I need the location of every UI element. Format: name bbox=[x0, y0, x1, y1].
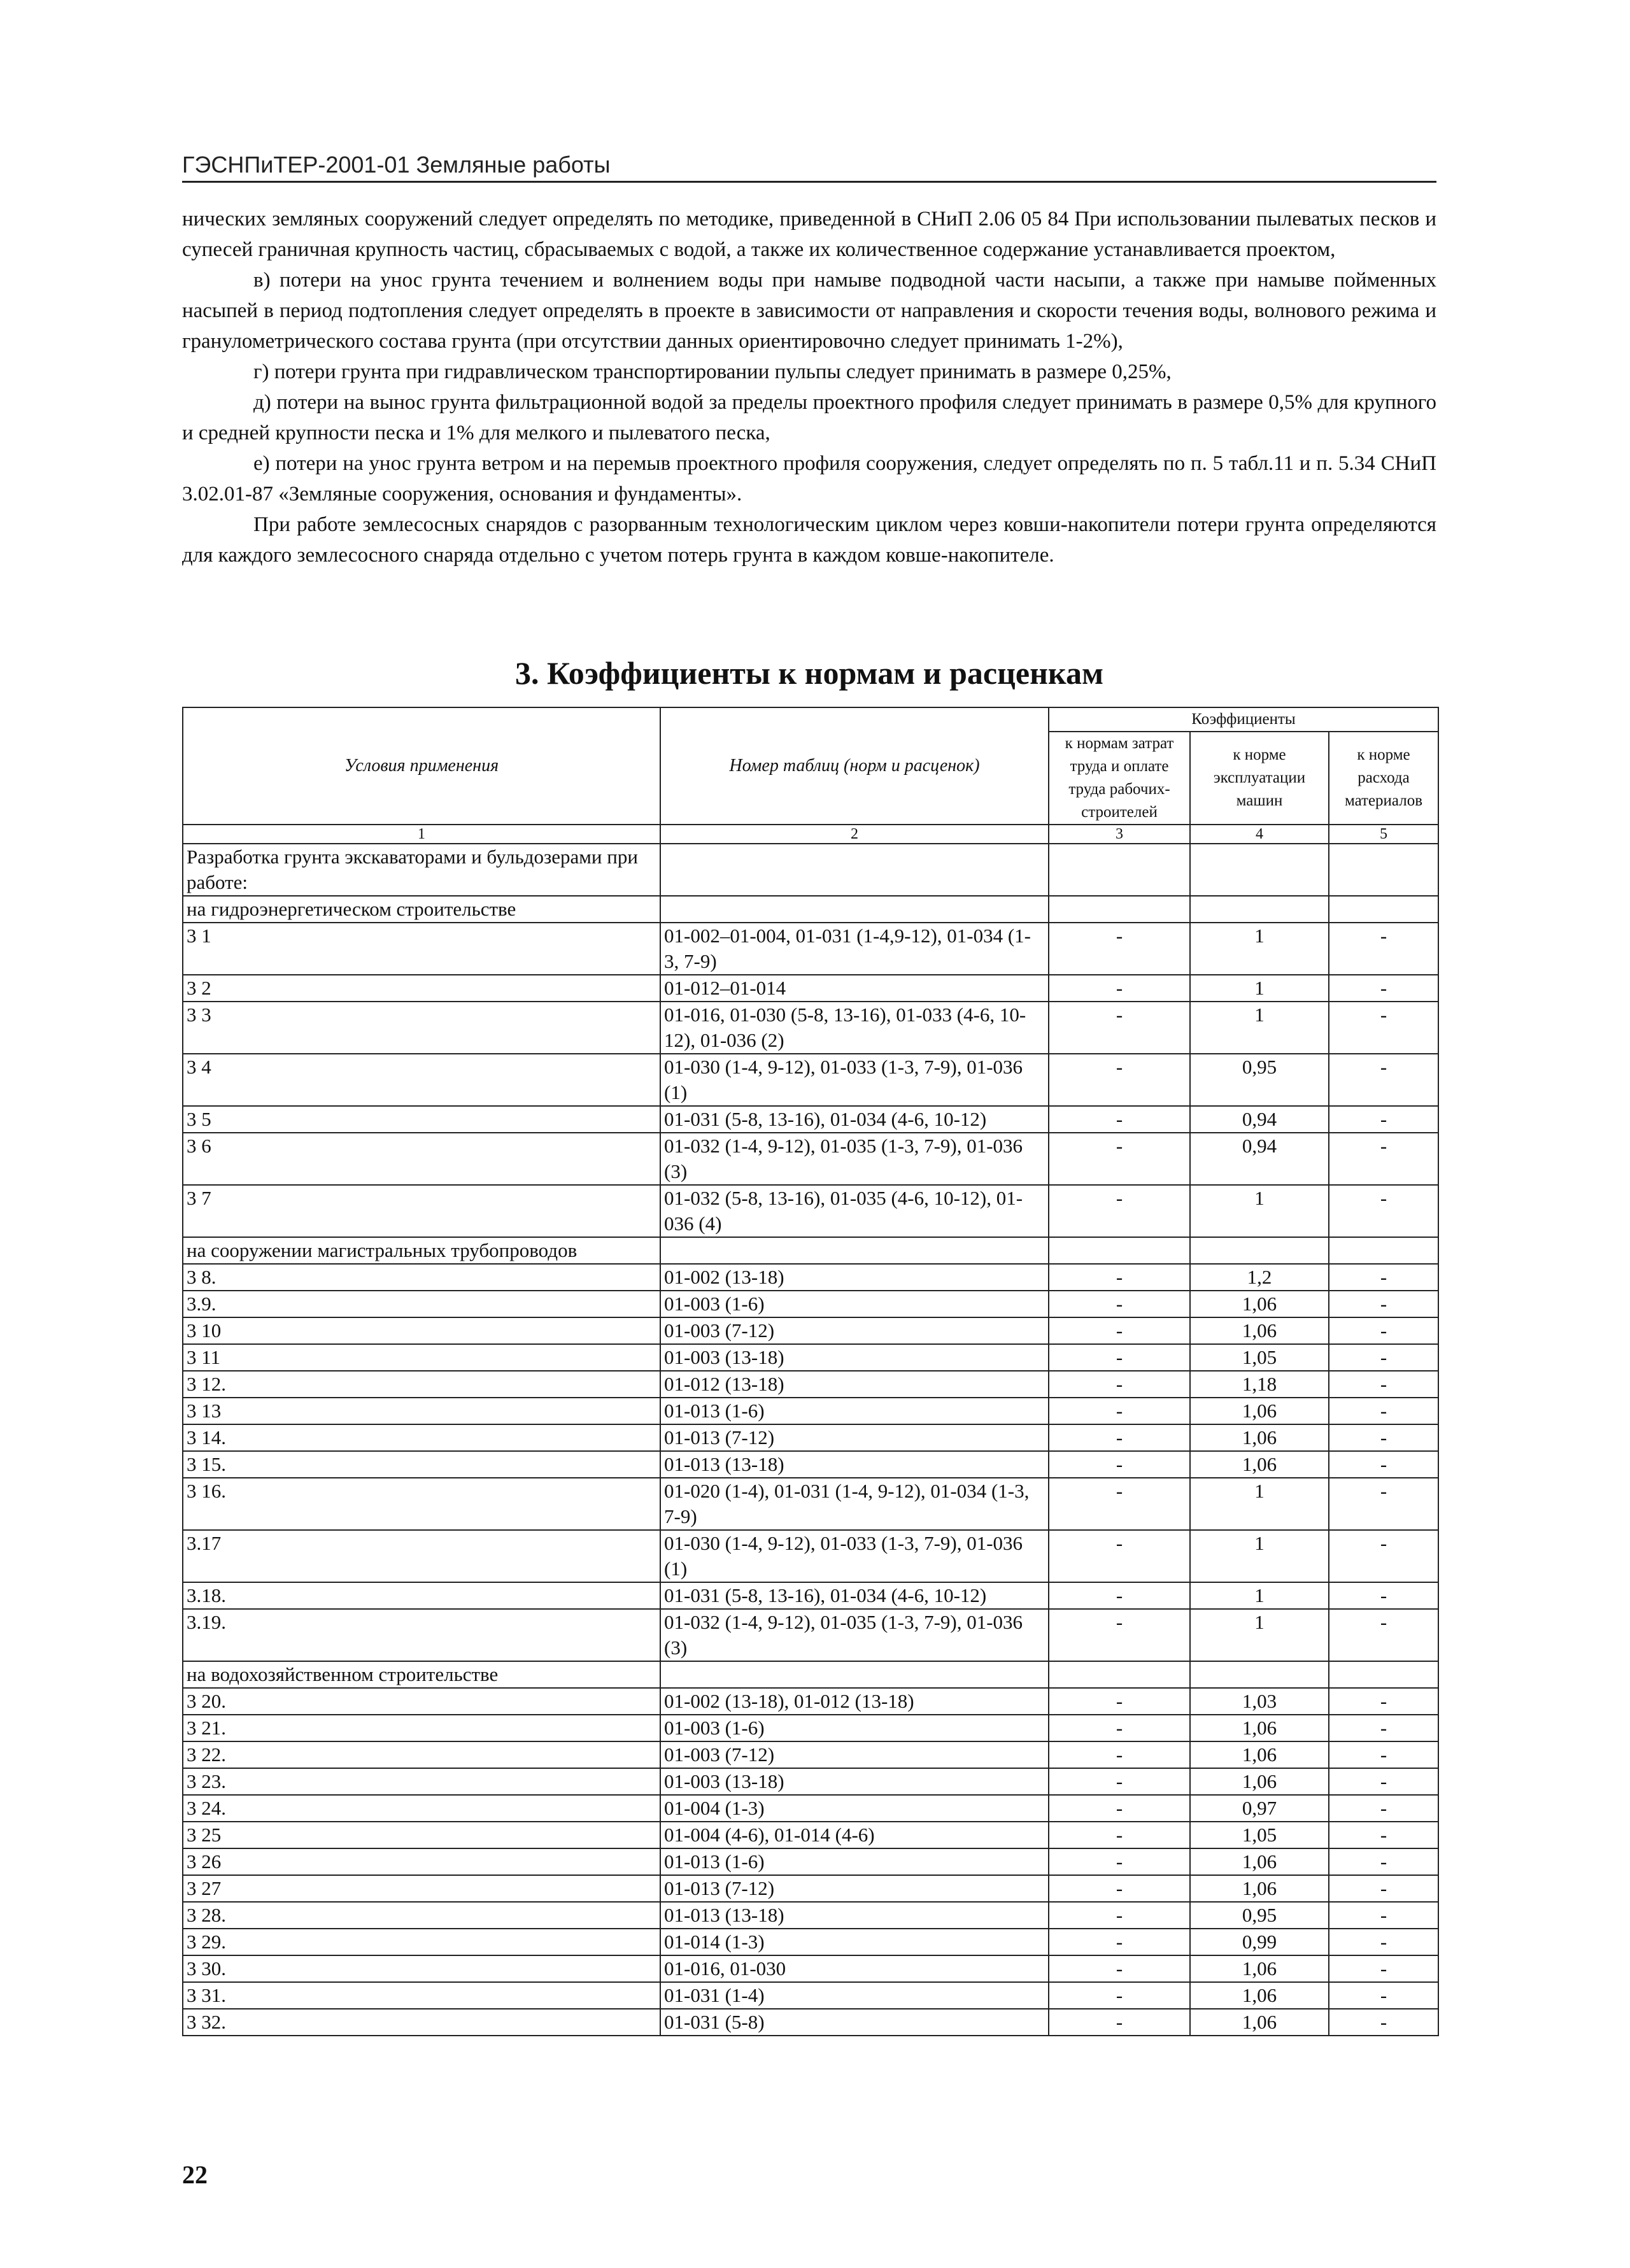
column-number: 3 bbox=[1049, 825, 1190, 844]
condition-cell: 3 13 bbox=[183, 1398, 660, 1424]
empty-cell bbox=[660, 896, 1049, 923]
table-numbers-cell: 01-003 (13-18) bbox=[660, 1768, 1049, 1795]
labor-coef-cell: - bbox=[1049, 1768, 1190, 1795]
table-row bbox=[183, 1715, 1438, 1741]
labor-coef-cell: - bbox=[1049, 2009, 1190, 2036]
empty-cell bbox=[1049, 1237, 1190, 1264]
empty-cell bbox=[1329, 896, 1438, 923]
table-row bbox=[183, 1054, 1438, 1106]
machines-coef-cell: 1 bbox=[1190, 1609, 1329, 1661]
machines-coef-cell: 1,06 bbox=[1190, 1848, 1329, 1875]
table-numbers-cell: 01-003 (1-6) bbox=[660, 1715, 1049, 1741]
table-numbers-cell: 01-032 (1-4, 9-12), 01-035 (1-3, 7-9), 01-036 (3) bbox=[660, 1133, 1049, 1185]
table-row bbox=[183, 1530, 1438, 1582]
condition-cell: 3 30. bbox=[183, 1955, 660, 1982]
condition-cell: 3 7 bbox=[183, 1185, 660, 1237]
table-row bbox=[183, 1955, 1438, 1982]
table-numbers-cell: 01-013 (13-18) bbox=[660, 1902, 1049, 1929]
machines-coef-cell: 1 bbox=[1190, 1478, 1329, 1530]
materials-coef-cell: - bbox=[1329, 1875, 1438, 1902]
table-row bbox=[183, 923, 1438, 975]
machines-coef-cell: 0,95 bbox=[1190, 1054, 1329, 1106]
table-row bbox=[183, 1929, 1438, 1955]
header-labor: к нормам затрат труда и оплате труда рабочих-строителей bbox=[1049, 732, 1190, 825]
machines-coef-cell: 1 bbox=[1190, 1582, 1329, 1609]
paragraph: в) потери на унос грунта течением и волнением воды при намыве подводной части насыпи, а также при намыве пойменных насыпей в период подтопления следует определять в проекте в зависимости от направления и скорости течения воды, волнового режима и гранулометрического состава грунта (при отсутствии данных ориентировочно следует принимать 1-2%), bbox=[182, 269, 1436, 353]
section-title-cell: на водохозяйственном строительстве bbox=[183, 1661, 660, 1688]
table-numbers-cell: 01-003 (7-12) bbox=[660, 1317, 1049, 1344]
machines-coef-cell: 1,05 bbox=[1190, 1344, 1329, 1371]
labor-coef-cell: - bbox=[1049, 1715, 1190, 1741]
table-row bbox=[183, 975, 1438, 1002]
empty-cell bbox=[1049, 1661, 1190, 1688]
empty-cell bbox=[1049, 896, 1190, 923]
labor-coef-cell: - bbox=[1049, 1133, 1190, 1185]
condition-cell: 3 31. bbox=[183, 1982, 660, 2009]
table-numbers-cell: 01-016, 01-030 (5-8, 13-16), 01-033 (4-6, 10-12), 01-036 (2) bbox=[660, 1002, 1049, 1054]
labor-coef-cell: - bbox=[1049, 1822, 1190, 1848]
table-intro-row bbox=[183, 844, 1438, 896]
condition-cell: 3 10 bbox=[183, 1317, 660, 1344]
materials-coef-cell: - bbox=[1329, 1609, 1438, 1661]
column-number: 2 bbox=[660, 825, 1049, 844]
labor-coef-cell: - bbox=[1049, 1185, 1190, 1237]
materials-coef-cell: - bbox=[1329, 1451, 1438, 1478]
labor-coef-cell: - bbox=[1049, 1398, 1190, 1424]
section-title-cell: на сооружении магистральных трубопроводов bbox=[183, 1237, 660, 1264]
machines-coef-cell: 0,94 bbox=[1190, 1133, 1329, 1185]
materials-coef-cell: - bbox=[1329, 1264, 1438, 1291]
machines-coef-cell: 1 bbox=[1190, 1002, 1329, 1054]
materials-coef-cell: - bbox=[1329, 1768, 1438, 1795]
paragraph: При работе землесосных снарядов с разорванным технологическим циклом через ковши-накопители потери грунта определяются для каждого землесосного снаряда отдельно с учетом потерь грунта в каждом ковше-накопителе. bbox=[182, 513, 1436, 567]
table-numbers-cell: 01-016, 01-030 bbox=[660, 1955, 1049, 1982]
materials-coef-cell: - bbox=[1329, 1002, 1438, 1054]
materials-coef-cell: - bbox=[1329, 1741, 1438, 1768]
section-title: 3. Коэффициенты к нормам и расценкам bbox=[514, 655, 1104, 691]
section-title-cell: на гидроэнергетическом строительстве bbox=[183, 896, 660, 923]
machines-coef-cell: 1,06 bbox=[1190, 2009, 1329, 2036]
table-row bbox=[183, 1002, 1438, 1054]
table-row bbox=[183, 1982, 1438, 2009]
labor-coef-cell: - bbox=[1049, 1002, 1190, 1054]
empty-cell bbox=[1049, 844, 1190, 896]
materials-coef-cell: - bbox=[1329, 1478, 1438, 1530]
table-numbers-cell: 01-013 (1-6) bbox=[660, 1848, 1049, 1875]
condition-cell: 3.18. bbox=[183, 1582, 660, 1609]
table-numbers-cell: 01-020 (1-4), 01-031 (1-4, 9-12), 01-034 (1-3, 7-9) bbox=[660, 1478, 1049, 1530]
condition-cell: 3 25 bbox=[183, 1822, 660, 1848]
machines-coef-cell: 1,03 bbox=[1190, 1688, 1329, 1715]
materials-coef-cell: - bbox=[1329, 1955, 1438, 1982]
table-body bbox=[183, 844, 1438, 2036]
header-table-numbers: Номер таблиц (норм и расценок) bbox=[660, 707, 1049, 825]
materials-coef-cell: - bbox=[1329, 1530, 1438, 1582]
materials-coef-cell: - bbox=[1329, 1344, 1438, 1371]
machines-coef-cell: 1,2 bbox=[1190, 1264, 1329, 1291]
table-numbers-cell: 01-032 (1-4, 9-12), 01-035 (1-3, 7-9), 01-036 (3) bbox=[660, 1609, 1049, 1661]
table-numbers-cell: 01-002 (13-18), 01-012 (13-18) bbox=[660, 1688, 1049, 1715]
machines-coef-cell: 1,06 bbox=[1190, 1291, 1329, 1317]
machines-coef-cell: 1,06 bbox=[1190, 1451, 1329, 1478]
table-row bbox=[183, 2009, 1438, 2036]
paragraph: нических земляных сооружений следует определять по методике, приведенной в СНиП 2.06 05 84 При использовании пылеватых песков и супесей граничная крупность частиц, сбрасываемых с водой, а также их количественное содержание устанавливается проектом, bbox=[182, 208, 1436, 261]
machines-coef-cell: 1,06 bbox=[1190, 1768, 1329, 1795]
condition-cell: 3 24. bbox=[183, 1795, 660, 1822]
labor-coef-cell: - bbox=[1049, 1054, 1190, 1106]
table-row bbox=[183, 1264, 1438, 1291]
labor-coef-cell: - bbox=[1049, 1582, 1190, 1609]
paragraph: е) потери на унос грунта ветром и на перемыв проектного профиля сооружения, следует определять по п. 5 табл.11 и п. 5.34 СНиП 3.02.01-87 «Земляные сооружения, основания и фундаменты». bbox=[182, 452, 1436, 506]
condition-cell: 3.9. bbox=[183, 1291, 660, 1317]
labor-coef-cell: - bbox=[1049, 1451, 1190, 1478]
condition-cell: 3 27 bbox=[183, 1875, 660, 1902]
condition-cell: 3 5 bbox=[183, 1106, 660, 1133]
table-numbers-cell: 01-002–01-004, 01-031 (1-4,9-12), 01-034 (1-3, 7-9) bbox=[660, 923, 1049, 975]
header-machines: к норме эксплуатации машин bbox=[1190, 732, 1329, 825]
empty-cell bbox=[1190, 1661, 1329, 1688]
condition-cell: 3 6 bbox=[183, 1133, 660, 1185]
table-section-row bbox=[183, 896, 1438, 923]
materials-coef-cell: - bbox=[1329, 1106, 1438, 1133]
intro-cell: Разработка грунта экскаваторами и бульдозерами при работе: bbox=[183, 844, 660, 896]
table-numbers-cell: 01-031 (1-4) bbox=[660, 1982, 1049, 2009]
machines-coef-cell: 1 bbox=[1190, 1530, 1329, 1582]
condition-cell: 3 4 bbox=[183, 1054, 660, 1106]
table-numbers-cell: 01-002 (13-18) bbox=[660, 1264, 1049, 1291]
labor-coef-cell: - bbox=[1049, 1848, 1190, 1875]
table-row bbox=[183, 1185, 1438, 1237]
materials-coef-cell: - bbox=[1329, 1398, 1438, 1424]
coefficients-table bbox=[182, 707, 1439, 2036]
condition-cell: 3 22. bbox=[183, 1741, 660, 1768]
machines-coef-cell: 1,06 bbox=[1190, 1955, 1329, 1982]
table-row bbox=[183, 1398, 1438, 1424]
labor-coef-cell: - bbox=[1049, 1106, 1190, 1133]
machines-coef-cell: 1,06 bbox=[1190, 1982, 1329, 2009]
table-row bbox=[183, 1424, 1438, 1451]
table-row bbox=[183, 1822, 1438, 1848]
table-numbers-cell: 01-013 (7-12) bbox=[660, 1424, 1049, 1451]
empty-cell bbox=[1190, 844, 1329, 896]
header-coefficients: Коэффициенты bbox=[1049, 707, 1438, 732]
machines-coef-cell: 0,95 bbox=[1190, 1902, 1329, 1929]
table-numbers-cell: 01-003 (1-6) bbox=[660, 1291, 1049, 1317]
table-row bbox=[183, 1609, 1438, 1661]
column-number: 4 bbox=[1190, 825, 1329, 844]
table-row bbox=[183, 1582, 1438, 1609]
labor-coef-cell: - bbox=[1049, 923, 1190, 975]
table-row bbox=[183, 1875, 1438, 1902]
machines-coef-cell: 1 bbox=[1190, 1185, 1329, 1237]
header-conditions: Условия применения bbox=[183, 707, 660, 825]
labor-coef-cell: - bbox=[1049, 1982, 1190, 2009]
labor-coef-cell: - bbox=[1049, 1875, 1190, 1902]
table-row bbox=[183, 1291, 1438, 1317]
materials-coef-cell: - bbox=[1329, 2009, 1438, 2036]
table-row bbox=[183, 1768, 1438, 1795]
machines-coef-cell: 0,94 bbox=[1190, 1106, 1329, 1133]
table-row bbox=[183, 1688, 1438, 1715]
table-numbers-cell: 01-013 (1-6) bbox=[660, 1398, 1049, 1424]
materials-coef-cell: - bbox=[1329, 1902, 1438, 1929]
condition-cell: 3 23. bbox=[183, 1768, 660, 1795]
materials-coef-cell: - bbox=[1329, 1424, 1438, 1451]
empty-cell bbox=[660, 844, 1049, 896]
labor-coef-cell: - bbox=[1049, 1478, 1190, 1530]
labor-coef-cell: - bbox=[1049, 1530, 1190, 1582]
empty-cell bbox=[660, 1661, 1049, 1688]
machines-coef-cell: 0,97 bbox=[1190, 1795, 1329, 1822]
materials-coef-cell: - bbox=[1329, 1715, 1438, 1741]
empty-cell bbox=[1190, 896, 1329, 923]
materials-coef-cell: - bbox=[1329, 923, 1438, 975]
materials-coef-cell: - bbox=[1329, 1317, 1438, 1344]
materials-coef-cell: - bbox=[1329, 1371, 1438, 1398]
condition-cell: 3 29. bbox=[183, 1929, 660, 1955]
labor-coef-cell: - bbox=[1049, 1609, 1190, 1661]
table-row bbox=[183, 1848, 1438, 1875]
table-header-row bbox=[183, 707, 1438, 732]
machines-coef-cell: 0,99 bbox=[1190, 1929, 1329, 1955]
table-row bbox=[183, 1478, 1438, 1530]
labor-coef-cell: - bbox=[1049, 1795, 1190, 1822]
empty-cell bbox=[1329, 844, 1438, 896]
machines-coef-cell: 1,18 bbox=[1190, 1371, 1329, 1398]
table-numbers-cell: 01-012 (13-18) bbox=[660, 1371, 1049, 1398]
machines-coef-cell: 1,06 bbox=[1190, 1424, 1329, 1451]
materials-coef-cell: - bbox=[1329, 1982, 1438, 2009]
labor-coef-cell: - bbox=[1049, 1741, 1190, 1768]
paragraph: г) потери грунта при гидравлическом транспортировании пульпы следует принимать в размере 0,25%, bbox=[253, 360, 1172, 383]
machines-coef-cell: 1,06 bbox=[1190, 1875, 1329, 1902]
labor-coef-cell: - bbox=[1049, 1291, 1190, 1317]
condition-cell: 3 8. bbox=[183, 1264, 660, 1291]
machines-coef-cell: 1,06 bbox=[1190, 1741, 1329, 1768]
labor-coef-cell: - bbox=[1049, 1371, 1190, 1398]
table-numbers-cell: 01-030 (1-4, 9-12), 01-033 (1-3, 7-9), 01-036 (1) bbox=[660, 1530, 1049, 1582]
table-numbers-cell: 01-004 (4-6), 01-014 (4-6) bbox=[660, 1822, 1049, 1848]
table-row bbox=[183, 1371, 1438, 1398]
condition-cell: 3 1 bbox=[183, 923, 660, 975]
table-section-row bbox=[183, 1661, 1438, 1688]
table-numbers-cell: 01-004 (1-3) bbox=[660, 1795, 1049, 1822]
table-row bbox=[183, 1133, 1438, 1185]
labor-coef-cell: - bbox=[1049, 975, 1190, 1002]
condition-cell: 3 32. bbox=[183, 2009, 660, 2036]
table-row bbox=[183, 1317, 1438, 1344]
table-row bbox=[183, 1741, 1438, 1768]
column-number-row bbox=[183, 825, 1438, 844]
header-materials: к норме расхода материалов bbox=[1329, 732, 1438, 825]
empty-cell bbox=[1190, 1237, 1329, 1264]
table-numbers-cell: 01-032 (5-8, 13-16), 01-035 (4-6, 10-12), 01-036 (4) bbox=[660, 1185, 1049, 1237]
condition-cell: 3 3 bbox=[183, 1002, 660, 1054]
labor-coef-cell: - bbox=[1049, 1688, 1190, 1715]
table-numbers-cell: 01-003 (13-18) bbox=[660, 1344, 1049, 1371]
labor-coef-cell: - bbox=[1049, 1264, 1190, 1291]
table-numbers-cell: 01-031 (5-8, 13-16), 01-034 (4-6, 10-12) bbox=[660, 1582, 1049, 1609]
materials-coef-cell: - bbox=[1329, 1291, 1438, 1317]
page-number: 22 bbox=[182, 2160, 208, 2189]
machines-coef-cell: 1,06 bbox=[1190, 1398, 1329, 1424]
materials-coef-cell: - bbox=[1329, 1822, 1438, 1848]
condition-cell: 3 20. bbox=[183, 1688, 660, 1715]
materials-coef-cell: - bbox=[1329, 1185, 1438, 1237]
condition-cell: 3 2 bbox=[183, 975, 660, 1002]
machines-coef-cell: 1 bbox=[1190, 975, 1329, 1002]
condition-cell: 3 11 bbox=[183, 1344, 660, 1371]
condition-cell: 3 26 bbox=[183, 1848, 660, 1875]
empty-cell bbox=[1329, 1237, 1438, 1264]
column-number: 1 bbox=[183, 825, 660, 844]
table-numbers-cell: 01-003 (7-12) bbox=[660, 1741, 1049, 1768]
materials-coef-cell: - bbox=[1329, 1929, 1438, 1955]
paragraph: д) потери на вынос грунта фильтрационной водой за пределы проектного профиля следует принимать в размере 0,5% для крупного и средней крупности песка и 1% для мелкого и пылеватого песка, bbox=[182, 391, 1436, 444]
table-row bbox=[183, 1795, 1438, 1822]
table-numbers-cell: 01-013 (13-18) bbox=[660, 1451, 1049, 1478]
materials-coef-cell: - bbox=[1329, 975, 1438, 1002]
labor-coef-cell: - bbox=[1049, 1424, 1190, 1451]
materials-coef-cell: - bbox=[1329, 1133, 1438, 1185]
condition-cell: 3 16. bbox=[183, 1478, 660, 1530]
empty-cell bbox=[1329, 1661, 1438, 1688]
machines-coef-cell: 1,06 bbox=[1190, 1317, 1329, 1344]
materials-coef-cell: - bbox=[1329, 1054, 1438, 1106]
condition-cell: 3 12. bbox=[183, 1371, 660, 1398]
condition-cell: 3.19. bbox=[183, 1609, 660, 1661]
table-row bbox=[183, 1344, 1438, 1371]
condition-cell: 3 14. bbox=[183, 1424, 660, 1451]
labor-coef-cell: - bbox=[1049, 1929, 1190, 1955]
condition-cell: 3 28. bbox=[183, 1902, 660, 1929]
machines-coef-cell: 1,06 bbox=[1190, 1715, 1329, 1741]
table-row bbox=[183, 1451, 1438, 1478]
labor-coef-cell: - bbox=[1049, 1317, 1190, 1344]
condition-cell: 3.17 bbox=[183, 1530, 660, 1582]
table-numbers-cell: 01-013 (7-12) bbox=[660, 1875, 1049, 1902]
labor-coef-cell: - bbox=[1049, 1955, 1190, 1982]
materials-coef-cell: - bbox=[1329, 1688, 1438, 1715]
machines-coef-cell: 1 bbox=[1190, 923, 1329, 975]
materials-coef-cell: - bbox=[1329, 1582, 1438, 1609]
body-text bbox=[182, 204, 1436, 571]
running-header: ГЭСНПиТЕР-2001-01 Земляные работы bbox=[182, 152, 1436, 183]
materials-coef-cell: - bbox=[1329, 1795, 1438, 1822]
table-numbers-cell: 01-030 (1-4, 9-12), 01-033 (1-3, 7-9), 01-036 (1) bbox=[660, 1054, 1049, 1106]
table-section-row bbox=[183, 1237, 1438, 1264]
table-row bbox=[183, 1902, 1438, 1929]
labor-coef-cell: - bbox=[1049, 1902, 1190, 1929]
empty-cell bbox=[660, 1237, 1049, 1264]
table-numbers-cell: 01-031 (5-8) bbox=[660, 2009, 1049, 2036]
table-numbers-cell: 01-031 (5-8, 13-16), 01-034 (4-6, 10-12) bbox=[660, 1106, 1049, 1133]
machines-coef-cell: 1,05 bbox=[1190, 1822, 1329, 1848]
condition-cell: 3 15. bbox=[183, 1451, 660, 1478]
table-row bbox=[183, 1106, 1438, 1133]
condition-cell: 3 21. bbox=[183, 1715, 660, 1741]
labor-coef-cell: - bbox=[1049, 1344, 1190, 1371]
table-numbers-cell: 01-012–01-014 bbox=[660, 975, 1049, 1002]
column-number: 5 bbox=[1329, 825, 1438, 844]
table-numbers-cell: 01-014 (1-3) bbox=[660, 1929, 1049, 1955]
materials-coef-cell: - bbox=[1329, 1848, 1438, 1875]
